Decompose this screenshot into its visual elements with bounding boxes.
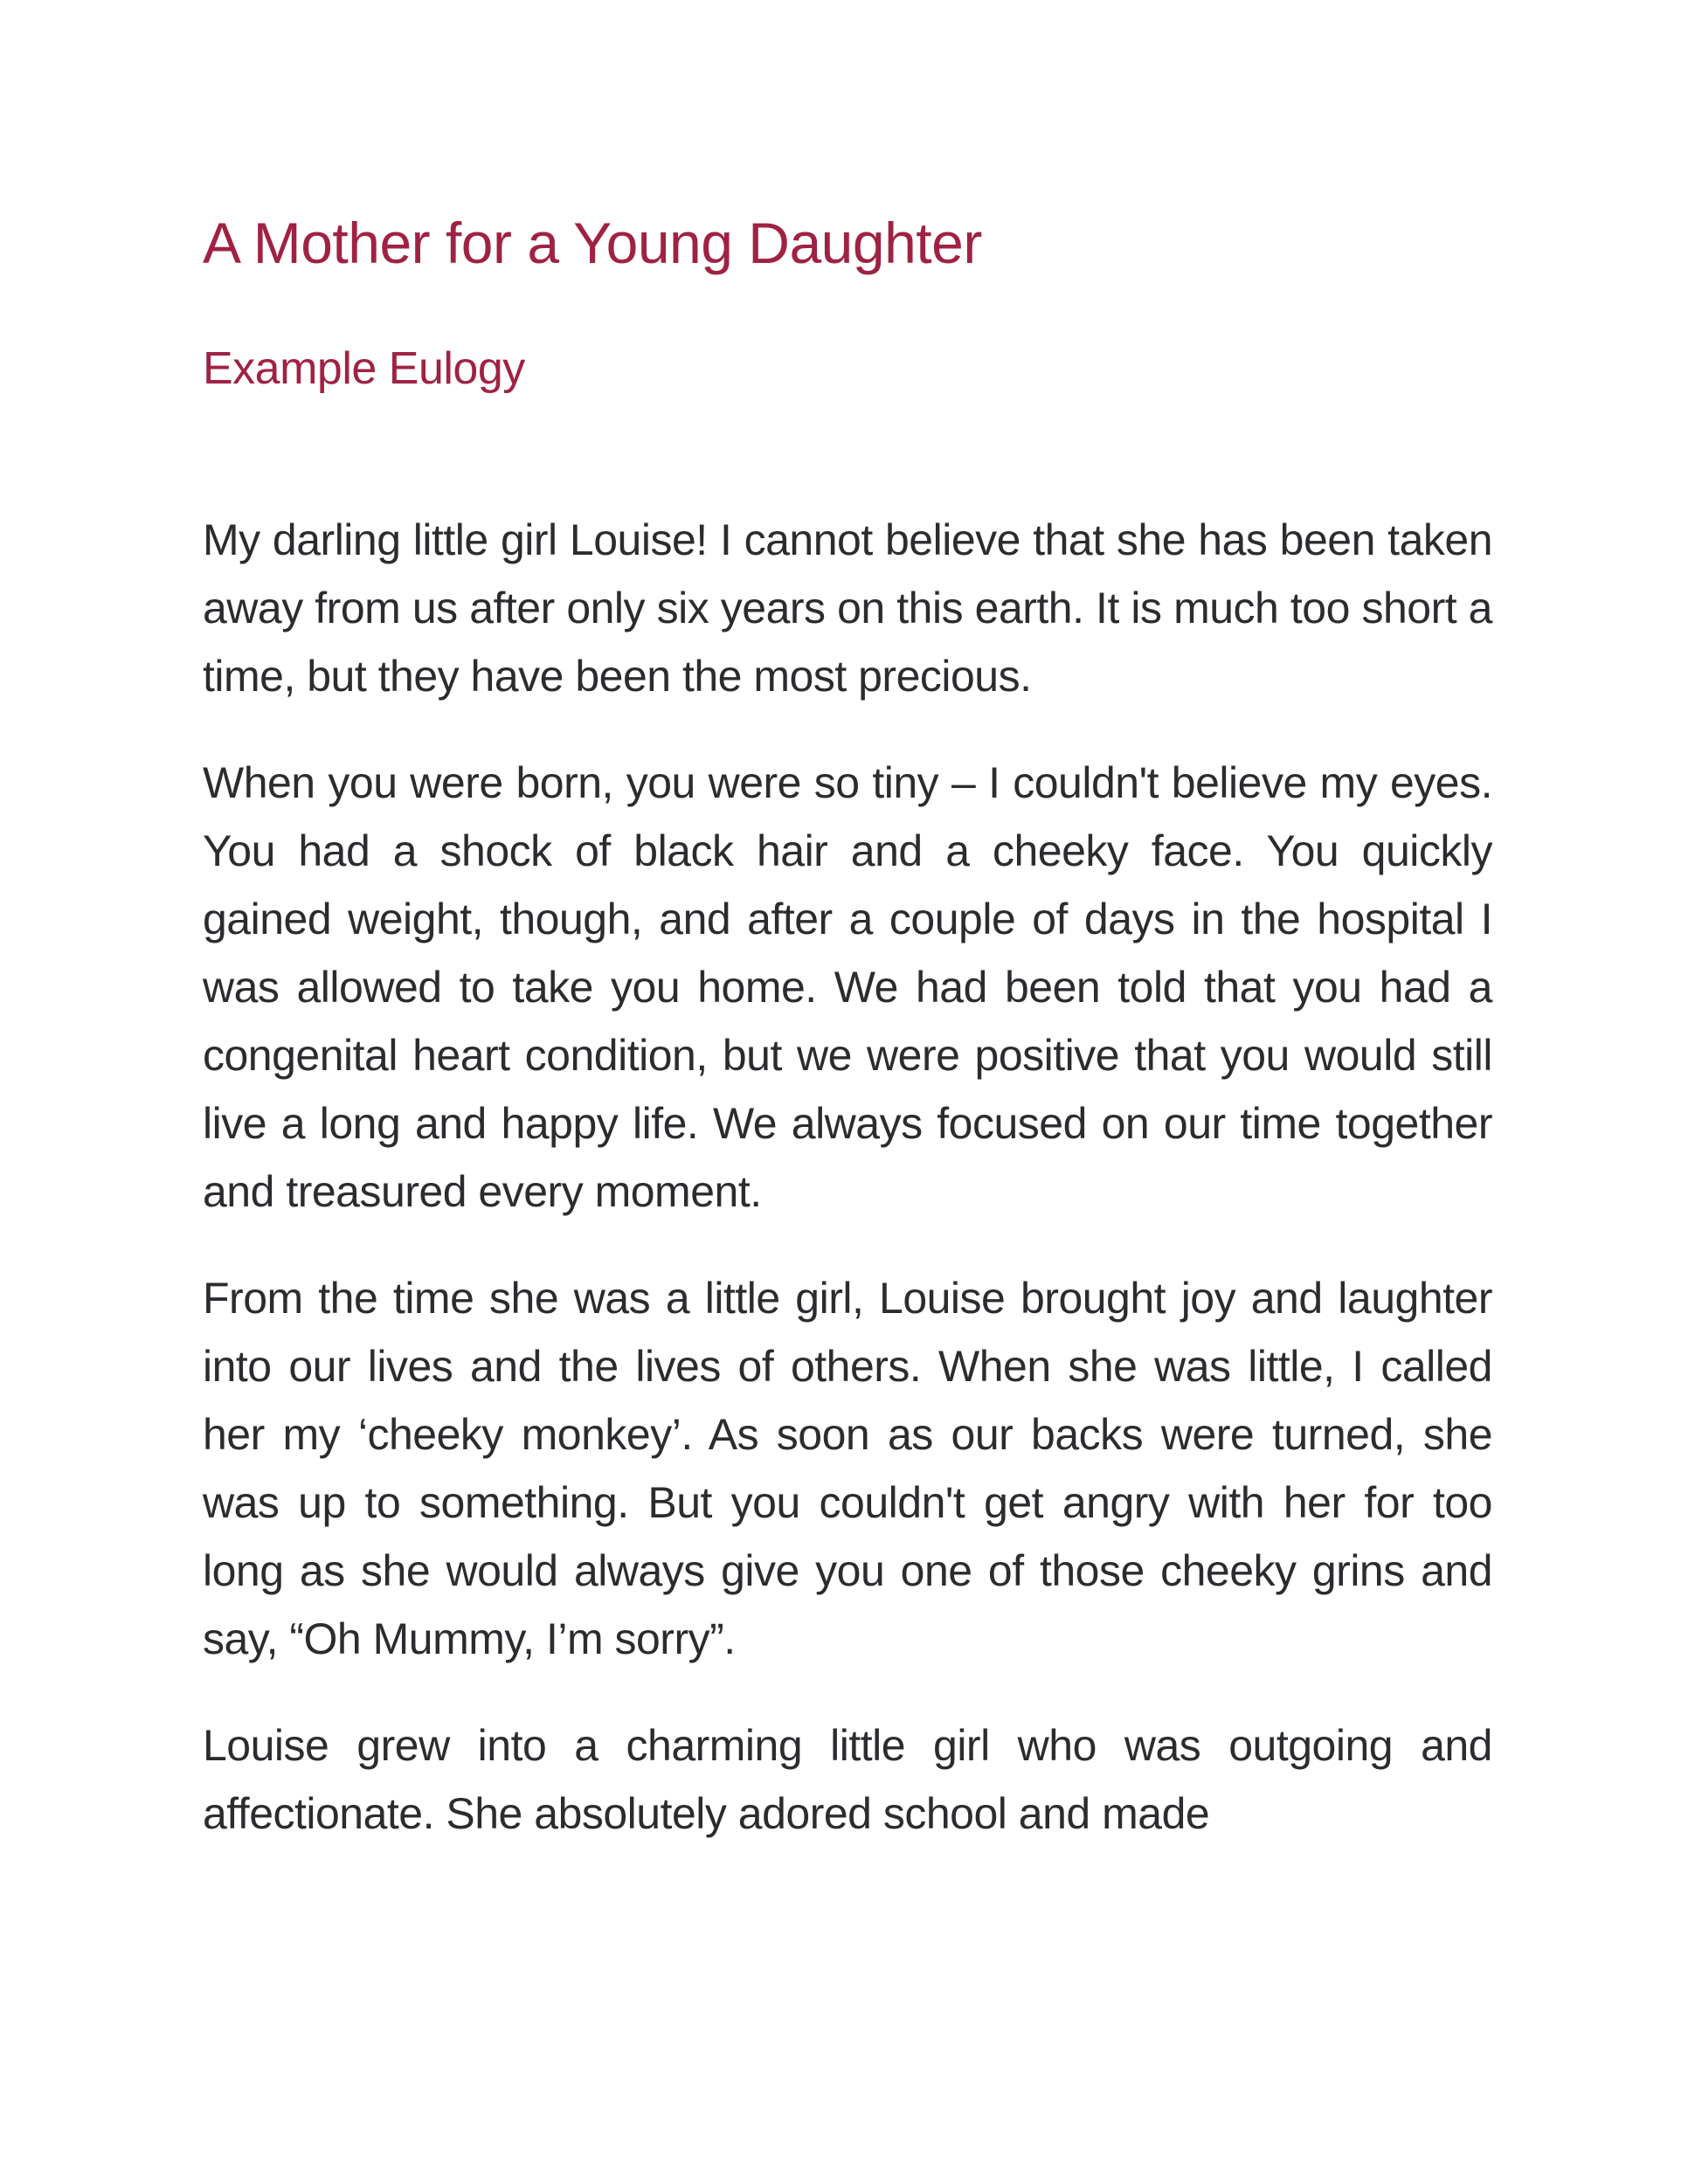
paragraph: When you were born, you were so tiny – I couldn't believe my eyes. You had a shock of black hair and a cheeky face. You quickly gained weight, though, and after a couple of days in the hospital I was allowed to take you home. We had been told that you had a congenital heart condition, but we were positive that you would still live a long and happy life. We always focused on our time together and treasured every moment. [203,758,1492,1216]
paragraph: My darling little girl Louise! I cannot believe that she has been taken away from us after only six years on this earth. It is much too short a time, but they have been the most precious. [203,515,1492,701]
paragraph: From the time she was a little girl, Louise brought joy and laughter into our lives and the lives of others. When she was little, I called her my ‘cheeky monkey’. As soon as our backs were turned, she was up to something. But you couldn't get angry with her for too long as she would always give you one of those cheeky grins and say, “Oh Mummy, I’m sorry”. [203,1274,1492,1663]
document-subtitle: Example Eulogy [203,343,525,394]
document-title: A Mother for a Young Daughter [203,211,982,275]
paragraph: Louise grew into a charming little girl who was outgoing and affectionate. She absolutely adored school and made [203,1721,1492,1838]
